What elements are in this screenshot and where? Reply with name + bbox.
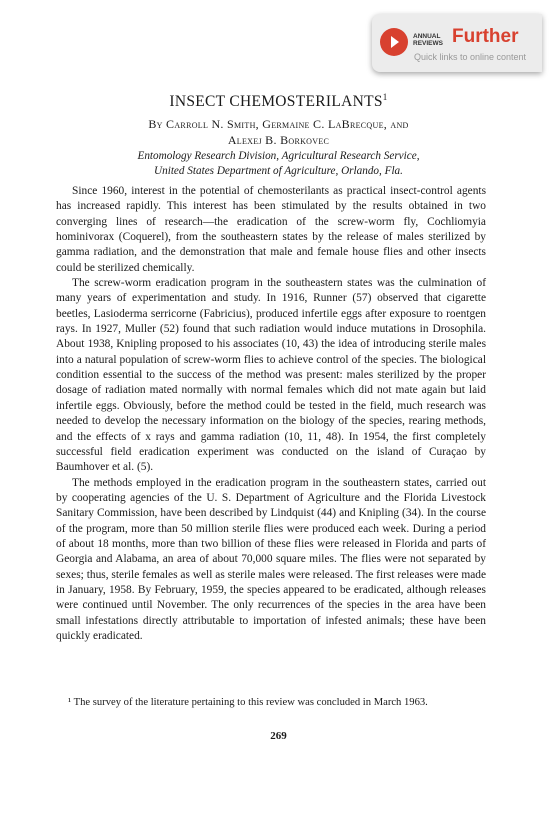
title-footnote-mark: 1 xyxy=(382,92,388,102)
paragraph-2: The screw-worm eradication program in the southeastern states was the culmination of many years of experimentation and study. In 1916, Runner (57) observed that cigarette beetles, Lasioderma serricorne (Fabricius), produced infertile eggs after exposure to roentgen rays. In 1927, Muller (52) found that such radiation would induce mutations in Drosophila. About 1938, Knipling proposed to his associates (10, 43) the idea of introducing sterile males into a natural population of screw-worm flies to achieve control of the species. The biological condition essential to the success of the method was present: males sterilized by the proper dosage of radiation mated normally with normal females which did not mate again but laid infertile eggs. Obviously, before the method could be tested in the field, much research was needed to develop the necessary information on the biology of the species, rearing methods, and the effects of x rays and gamma radiation (10, 11, 48). In 1954, the first completely successful field eradication experiment was conducted on the island of Curaçao by Baumhover et al. (5). xyxy=(56,277,486,474)
annual-reviews-logo: ANNUAL REVIEWS xyxy=(413,33,443,47)
article-title xyxy=(0,92,557,111)
footnote: ¹ The survey of the literature pertaining to this review was concluded in March 1963. xyxy=(68,697,428,708)
paragraph-3: The methods employed in the eradication program in the southeastern states, carried out by cooperating agencies of the U. S. Department of Agriculture and the Florida Livestock Sanitary Commission, have been described by Lindquist (44) and Knipling (34). In the course of the program, more than 50 million sterile flies were produced each week. During a period of about 18 months, more than two billion of these flies were released in Florida and parts of Georgia and Alabama, an area of about 70,000 square miles. The flies were not separated by sexes; thus, sterile females as well as sterile males were released. The first releases were made in January, 1958. By February, 1959, the species appeared to be eradicated, although releases were continued until November. The only recurrences of the species in the area have been small infestations directly attributable to importation of infested animals; these have been quickly eradicated. xyxy=(56,476,486,642)
affiliation-line-1: Entomology Research Division, Agricultural Research Service, xyxy=(137,150,420,162)
article-body xyxy=(56,184,486,644)
authors-line-2: Alexej B. Borkovec xyxy=(227,133,330,147)
affiliation xyxy=(0,149,557,179)
authors xyxy=(0,116,557,148)
title-text: INSECT CHEMOSTERILANTS xyxy=(169,93,383,111)
play-arrow-icon xyxy=(380,28,408,56)
affiliation-line-2: United States Department of Agriculture, Orlando, Fla. xyxy=(154,165,403,177)
authors-line-1: By Carroll N. Smith, Germaine C. LaBrecque, and xyxy=(148,117,409,131)
further-label: Further xyxy=(452,26,519,47)
badge-subtitle: Quick links to online content xyxy=(414,52,527,62)
paragraph-1: Since 1960, interest in the potential of chemosterilants as practical insect-control agents has increased rapidly. This interest has been stimulated by the results obtained in two converging lines of research—the eradication of the screw-worm fly, Cochliomyia hominivorax (Coquerel), from the southeastern states by the release of males sterilized by gamma radiation, and the demonstration that male and female house flies and other insects could be sterilized chemically. xyxy=(56,185,486,274)
further-badge[interactable] xyxy=(372,14,542,72)
page-number: 269 xyxy=(270,730,287,742)
